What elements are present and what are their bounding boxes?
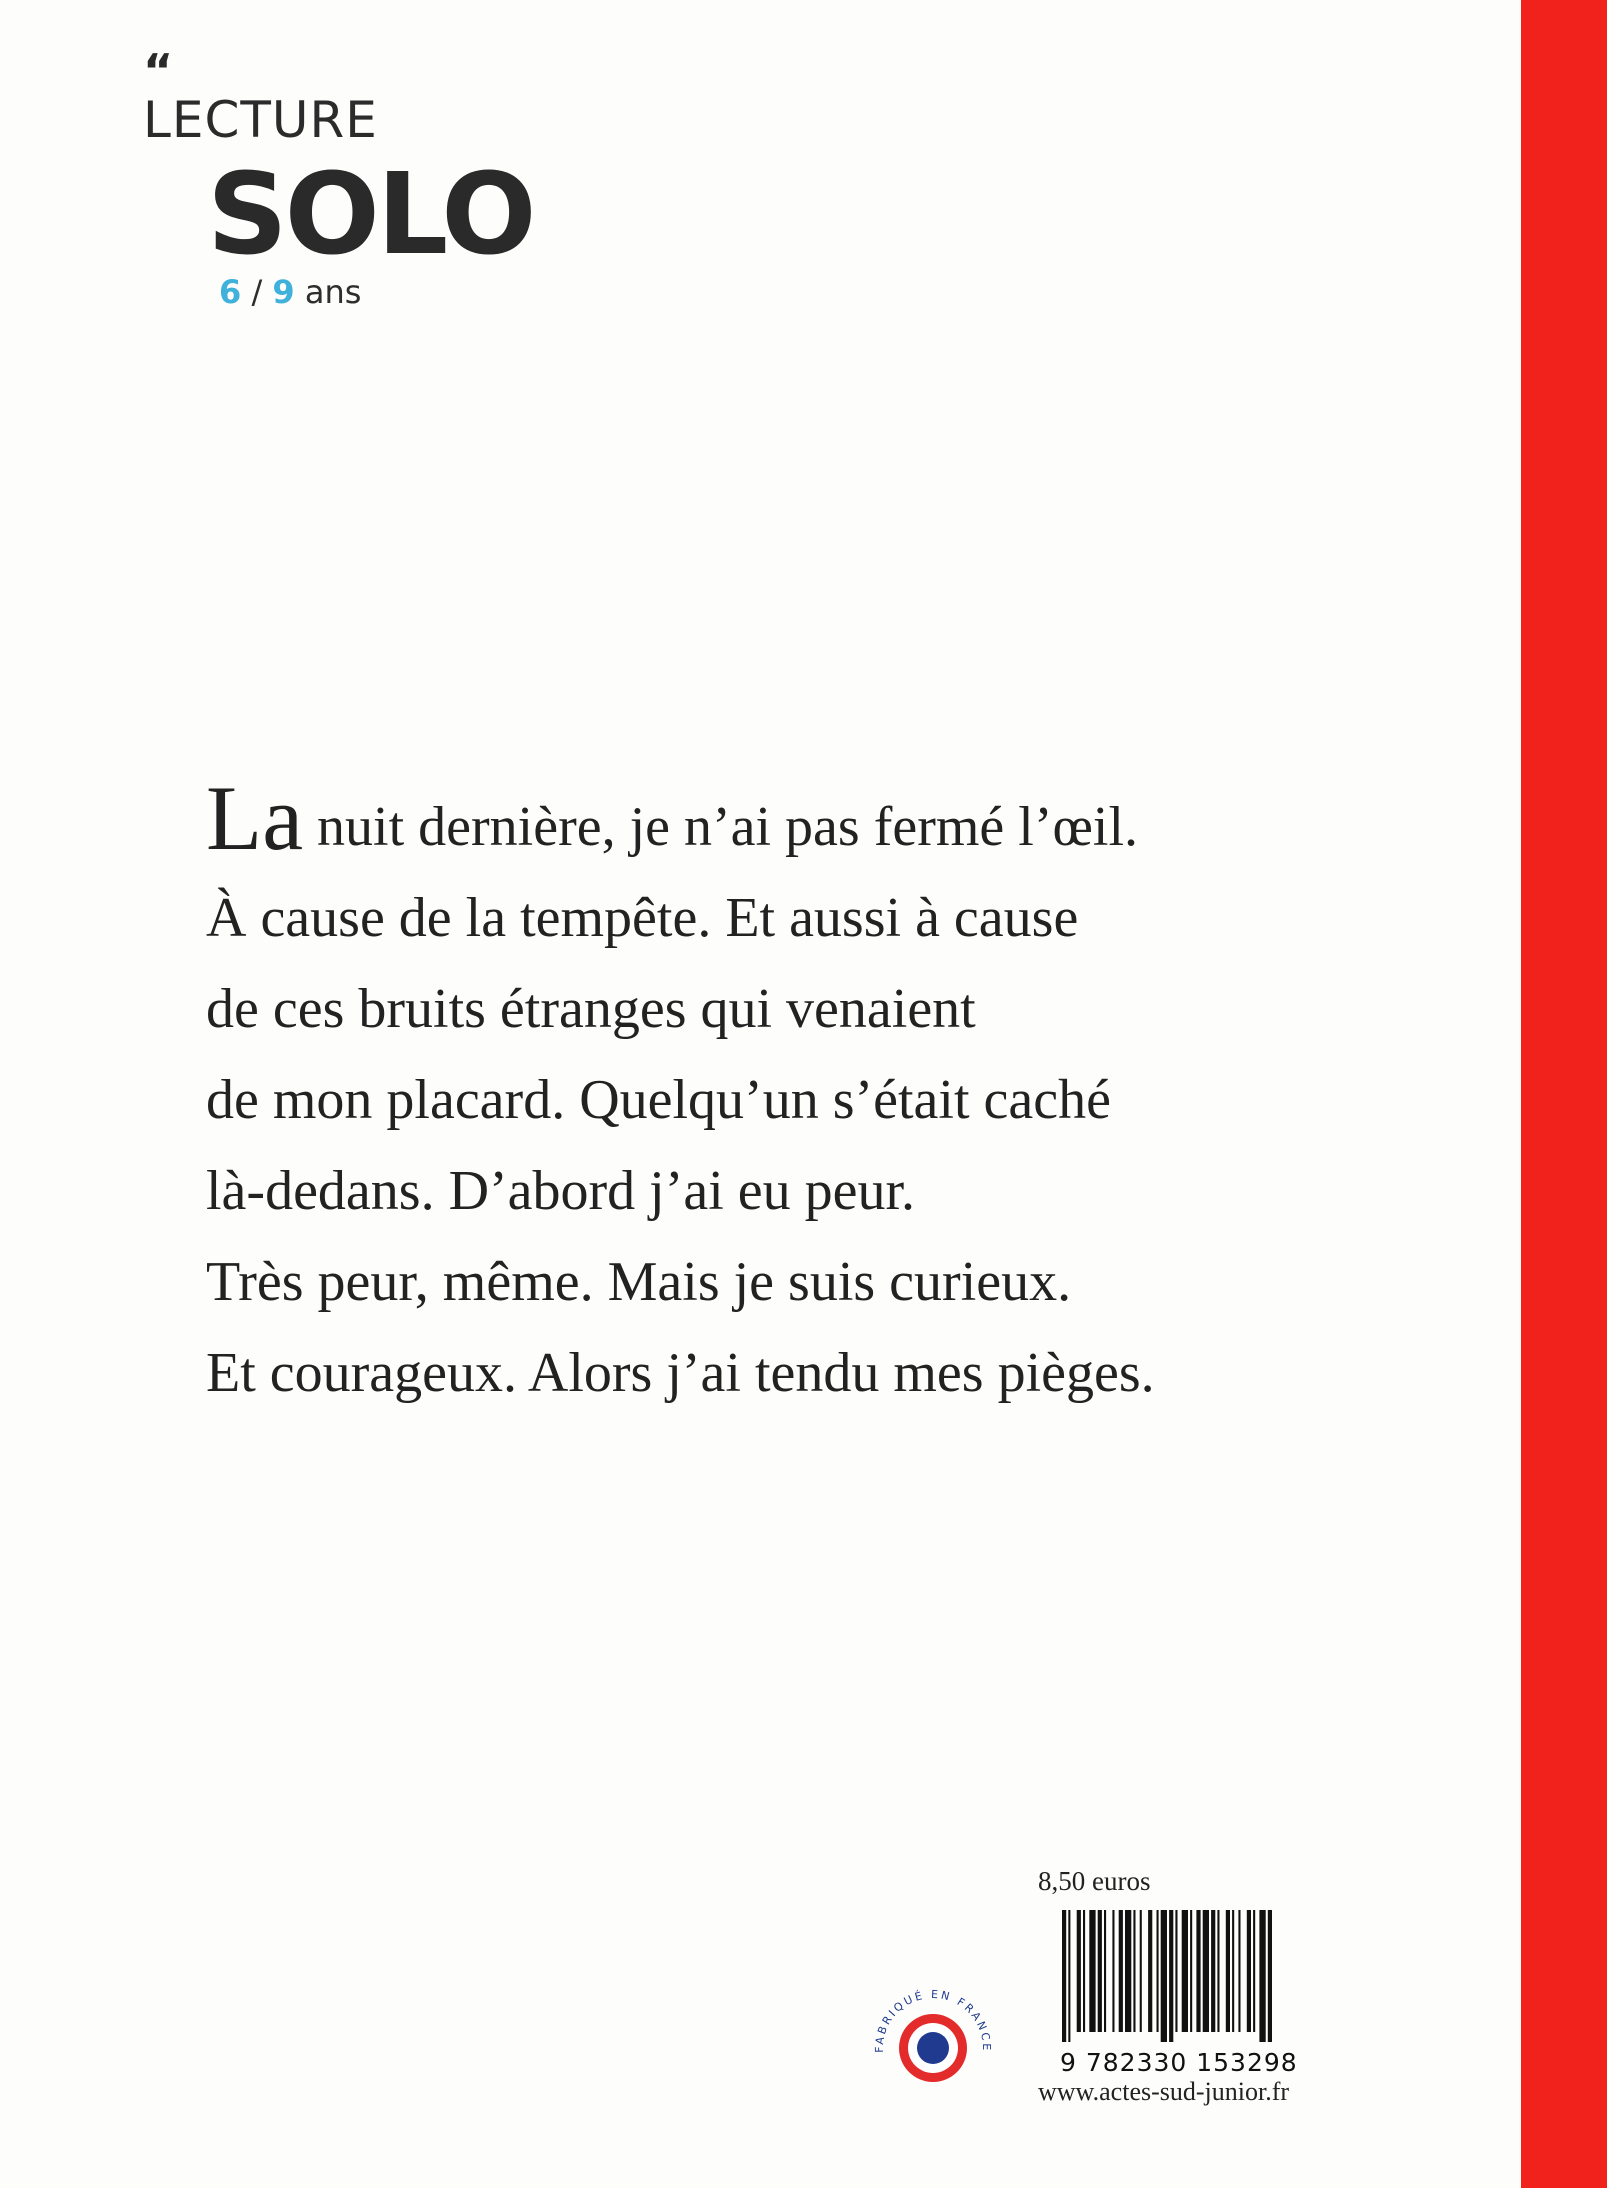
barcode-icon [1060, 1910, 1322, 2042]
age-min: 6 [219, 273, 242, 311]
isbn-number [1060, 2048, 1322, 2077]
barcode-bar [1083, 1910, 1085, 2032]
drop-cap: La [206, 767, 304, 869]
isbn-barcode [1060, 1910, 1322, 2080]
publisher-website: www.actes-sud-junior.fr [1038, 2077, 1290, 2106]
barcode-bar [1125, 1910, 1131, 2032]
back-cover-blurb [206, 767, 1386, 1419]
barcode-bar [1226, 1910, 1230, 2032]
fabrique-en-france-seal-icon [868, 1980, 998, 2110]
barcode-bar [1077, 1910, 1081, 2032]
barcode-bar [1133, 1910, 1135, 2032]
quote-mark-icon: “ [143, 44, 172, 98]
series-logo [143, 44, 563, 328]
barcode-bar [1148, 1910, 1152, 2032]
barcode-bar [1203, 1910, 1209, 2032]
barcode-bar [1068, 1910, 1070, 2042]
red-spine-band [1521, 0, 1607, 2188]
barcode-bar [1247, 1910, 1251, 2032]
age-separator: / [241, 273, 273, 311]
barcode-bar [1175, 1910, 1177, 2032]
blurb-line: de ces bruits étranges qui venaient [206, 978, 976, 1040]
barcode-bar [1217, 1910, 1219, 2032]
barcode-bar [1190, 1910, 1192, 2032]
origin-label: FABRIQUÉ EN FRANCE [872, 1987, 994, 2053]
barcode-bar [1062, 1910, 1066, 2042]
barcode-bar [1196, 1910, 1200, 2032]
barcode-bar [1140, 1910, 1142, 2032]
age-max: 9 [272, 273, 295, 311]
barcode-bar [1157, 1910, 1159, 2032]
price: 8,50 euros [1038, 1866, 1151, 1896]
barcode-bar [1182, 1910, 1188, 2032]
barcode-bar [1119, 1910, 1123, 2032]
barcode-bar [1259, 1910, 1265, 2042]
age-unit: ans [294, 273, 362, 311]
isbn-group-2: 153298 [1196, 2048, 1298, 2077]
isbn-first-digit: 9 [1060, 2048, 1077, 2077]
barcode-bar [1238, 1910, 1240, 2032]
isbn-group-1: 782330 [1085, 2048, 1188, 2077]
blurb-line: Et courageux. Alors j’ai tendu mes pièges. [206, 1342, 1155, 1404]
barcode-bar [1089, 1910, 1095, 2032]
barcode-bar [1211, 1910, 1215, 2032]
blurb-line: Très peur, même. Mais je suis curieux. [206, 1251, 1072, 1313]
barcode-bar [1268, 1910, 1272, 2042]
age-range [219, 272, 361, 312]
barcode-bar [1112, 1910, 1114, 2032]
barcode-bar [1098, 1910, 1102, 2032]
barcode-bar [1232, 1910, 1234, 2032]
series-name: LECTURE [143, 91, 378, 149]
blurb-line: À cause de la tempête. Et aussi à cause [206, 887, 1079, 949]
barcode-bar [1253, 1910, 1255, 2032]
series-brand: SOLO [207, 150, 534, 280]
blurb-line [206, 767, 1386, 873]
blurb-line: de mon placard. Quelqu’un s’était caché [206, 1069, 1111, 1131]
blurb-line: là-dedans. D’abord j’ai eu peur. [206, 1160, 916, 1222]
barcode-bar [1104, 1910, 1106, 2032]
blurb-first-line-rest: nuit dernière, je n’ai pas fermé l’œil. [303, 796, 1139, 858]
barcode-bar [1161, 1910, 1167, 2042]
barcode-bar [1169, 1910, 1173, 2042]
